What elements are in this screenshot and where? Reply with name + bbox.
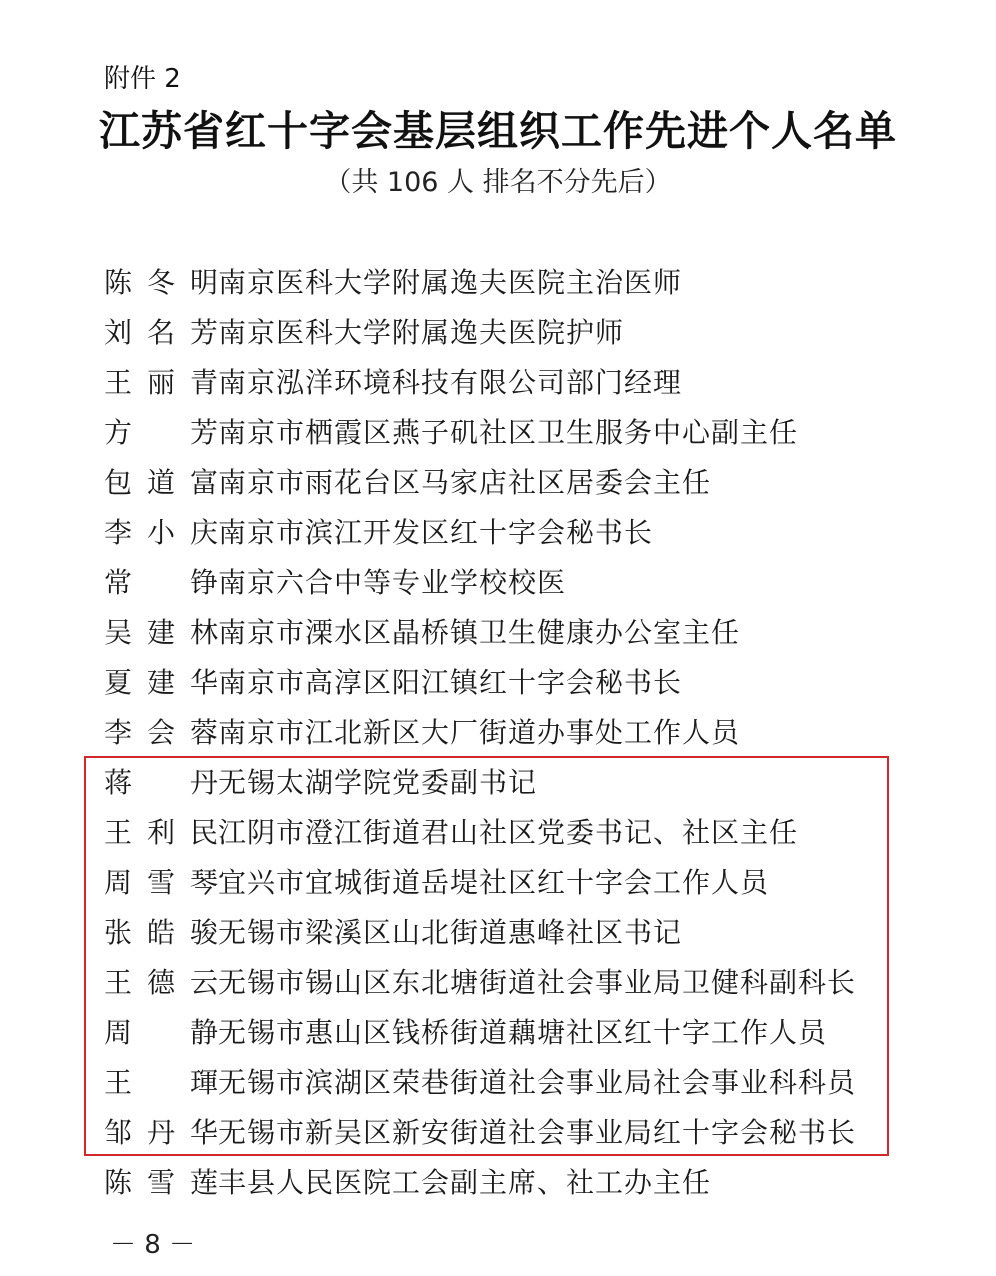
person-name: 张皓骏 (104, 916, 218, 949)
person-position: 无锡市新吴区新安街道社会事业局红十字会秘书长 (218, 1116, 857, 1149)
page-number: － 8 － (110, 1230, 196, 1260)
list-item (104, 358, 964, 408)
person-position: 南京医科大学附属逸夫医院主治医师 (218, 266, 683, 299)
person-position: 南京市滨江开发区红十字会秘书长 (218, 516, 654, 549)
person-position: 南京市雨花台区马家店社区居委会主任 (218, 466, 712, 499)
person-position: 南京市江北新区大厂街道办事处工作人员 (218, 716, 741, 749)
person-position: 南京六合中等专业学校校医 (218, 566, 567, 599)
person-position: 南京市栖霞区燕子矶社区卫生服务中心副主任 (218, 416, 799, 449)
person-name: 李会蓉 (104, 716, 218, 749)
person-name: 李小庆 (104, 516, 218, 549)
person-name: 王丽青 (104, 366, 218, 399)
person-name: 周雪琴 (104, 866, 218, 899)
person-name: 陈雪莲 (104, 1166, 218, 1199)
list-item (104, 308, 964, 358)
person-name: 夏建华 (104, 666, 218, 699)
list-item (104, 1158, 964, 1208)
person-name: 周静 (104, 1016, 218, 1049)
list-item (104, 258, 964, 308)
person-name: 刘名芳 (104, 316, 218, 349)
list-item (104, 608, 964, 658)
document-title: 江苏省红十字会基层组织工作先进个人名单 (99, 107, 897, 155)
person-name: 王德云 (104, 966, 218, 999)
person-position: 无锡太湖学院党委副书记 (218, 766, 538, 799)
person-position: 江阴市澄江街道君山社区党委书记、社区主任 (218, 816, 799, 849)
person-name: 吴建林 (104, 616, 218, 649)
list-item (104, 558, 964, 608)
person-name: 王琿 (104, 1066, 218, 1099)
person-name: 常铮 (104, 566, 218, 599)
person-name: 邹丹华 (104, 1116, 218, 1149)
list-item (104, 458, 964, 508)
person-position: 无锡市梁溪区山北街道惠峰社区书记 (218, 916, 683, 949)
list-item (104, 658, 964, 708)
attachment-label: 附件 2 (104, 64, 181, 94)
person-position: 丰县人民医院工会副主席、社工办主任 (218, 1166, 712, 1199)
person-name: 王利民 (104, 816, 218, 849)
person-name: 方芳 (104, 416, 218, 449)
wuxi-highlight-box (84, 756, 889, 1156)
list-item (104, 508, 964, 558)
person-name: 陈冬明 (104, 266, 218, 299)
person-name: 包道富 (104, 466, 218, 499)
document-subtitle: （共 106 人 排名不分先后） (324, 167, 672, 198)
person-position: 南京泓洋环境科技有限公司部门经理 (218, 366, 683, 399)
person-position: 南京医科大学附属逸夫医院护师 (218, 316, 625, 349)
person-position: 宜兴市宜城街道岳堤社区红十字会工作人员 (218, 866, 770, 899)
person-position: 无锡市惠山区钱桥街道藕塘社区红十字工作人员 (218, 1016, 828, 1049)
person-position: 无锡市锡山区东北塘街道社会事业局卫健科副科长 (218, 966, 857, 999)
person-position: 无锡市滨湖区荣巷街道社会事业局社会事业科科员 (218, 1066, 857, 1099)
list-item (104, 408, 964, 458)
list-item (104, 708, 964, 758)
person-position: 南京市高淳区阳江镇红十字会秘书长 (218, 666, 683, 699)
person-name: 蒋丹 (104, 766, 218, 799)
person-position: 南京市溧水区晶桥镇卫生健康办公室主任 (218, 616, 741, 649)
